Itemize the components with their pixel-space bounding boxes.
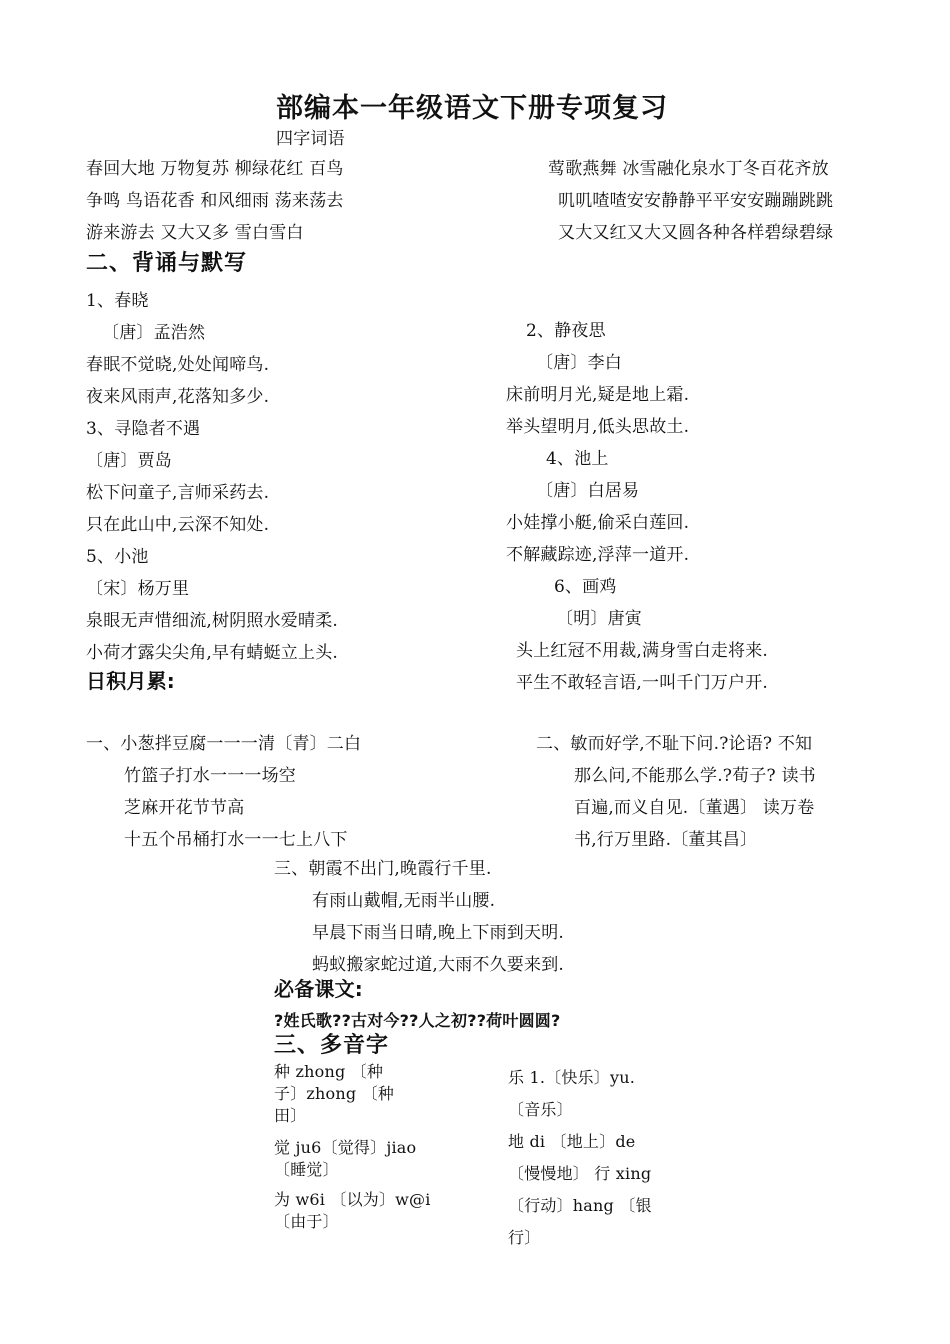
poem-author: 〔宋〕杨万里: [86, 579, 190, 599]
poem-author: 〔唐〕孟浩然: [102, 323, 206, 343]
poem-line: 小荷才露尖尖角,早有蜻蜓立上头.: [86, 643, 339, 663]
section-heading-four-char-words: 四字词语: [276, 129, 345, 149]
polyphonic-line: 〔行动〕hang 〔银: [508, 1196, 652, 1215]
poem-author: 〔唐〕白居易: [536, 481, 640, 501]
poem-author: 〔唐〕贾岛: [86, 451, 172, 471]
poem-line: 平生不敢轻言语,一叫千门万户开.: [516, 673, 769, 693]
poem-title: 6、画鸡: [554, 577, 617, 597]
polyphonic-line: 地 di 〔地上〕de: [508, 1132, 636, 1151]
poem-line: 春眠不觉晓,处处闻啼鸟.: [86, 355, 270, 375]
quote-line: 书,行万里路.〔董其昌〕: [574, 830, 758, 850]
polyphonic-line: 子〕zhong 〔种: [274, 1084, 395, 1103]
page-title: 部编本一年级语文下册专项复习: [276, 93, 668, 124]
polyphonic-line: 为 w6i 〔以为〕w@i: [274, 1190, 431, 1209]
poem-author: 〔明〕唐寅: [556, 609, 642, 629]
section-heading-polyphonic: 三、多音字: [274, 1033, 390, 1058]
poem-line: 松下问童子,言师采药去.: [86, 483, 270, 503]
word-line: 莺歌燕舞 冰雪融化泉水丁冬百花齐放: [548, 159, 829, 179]
poem-title: 3、寻隐者不遇: [86, 419, 201, 439]
weather-saying-line: 蚂蚁搬家蛇过道,大雨不久要来到.: [312, 955, 565, 975]
poem-author: 〔唐〕李白: [536, 353, 622, 373]
word-line: 又大又红又大又圆各种各样碧绿碧绿: [558, 223, 834, 243]
section-heading-accumulation: 日积月累:: [86, 669, 175, 693]
polyphonic-line: 〔由于〕: [274, 1212, 339, 1231]
poem-title: 2、静夜思: [526, 321, 606, 341]
saying-line: 一、小葱拌豆腐一一一清〔青〕二白: [86, 734, 362, 754]
saying-line: 芝麻开花节节高: [124, 798, 245, 818]
weather-saying-line: 三、朝霞不出门,晚霞行千里.: [274, 859, 492, 879]
poem-title: 1、春晓: [86, 291, 149, 311]
section-heading-recite: 二、背诵与默写: [86, 251, 248, 276]
poem-line: 夜来风雨声,花落知多少.: [86, 387, 270, 407]
poem-line: 不解藏踪迹,浮萍一道开.: [506, 545, 690, 565]
section-heading-required-texts: 必备课文:: [274, 977, 363, 1001]
polyphonic-line: 乐 1.〔快乐〕yu.: [508, 1068, 635, 1087]
poem-line: 小娃撑小艇,偷采白莲回.: [506, 513, 690, 533]
required-texts-list: ?姓氏歌??古对今??人之初??荷叶圆圆?: [274, 1011, 561, 1030]
polyphonic-line: 〔睡觉〕: [274, 1160, 339, 1179]
weather-saying-line: 早晨下雨当日晴,晚上下雨到天明.: [312, 923, 565, 943]
word-line: 叽叽喳喳安安静静平平安安蹦蹦跳跳: [558, 191, 834, 211]
polyphonic-line: 种 zhong 〔种: [274, 1062, 384, 1081]
weather-saying-line: 有雨山戴帽,无雨半山腰.: [312, 891, 496, 911]
poem-line: 泉眼无声惜细流,树阴照水爱晴柔.: [86, 611, 339, 631]
word-line: 争鸣 鸟语花香 和风细雨 荡来荡去: [86, 191, 344, 211]
poem-line: 举头望明月,低头思故土.: [506, 417, 690, 437]
polyphonic-line: 行〕: [508, 1228, 541, 1247]
saying-line: 竹篮子打水一一一场空: [124, 766, 296, 786]
polyphonic-line: 田〕: [274, 1106, 307, 1125]
poem-line: 只在此山中,云深不知处.: [86, 515, 270, 535]
poem-line: 头上红冠不用裁,满身雪白走将来.: [516, 641, 769, 661]
poem-title: 4、池上: [546, 449, 609, 469]
word-line: 春回大地 万物复苏 柳绿花红 百鸟: [86, 159, 344, 179]
quote-line: 那么问,不能那么学.?荀子? 读书: [574, 766, 816, 786]
poem-title: 5、小池: [86, 547, 149, 567]
polyphonic-line: 〔音乐〕: [508, 1100, 573, 1119]
quote-line: 百遍,而义自见.〔董遇〕 读万卷: [574, 798, 815, 818]
word-line: 游来游去 又大又多 雪白雪白: [86, 223, 304, 243]
quote-line: 二、敏而好学,不耻下问.?论语? 不知: [536, 734, 813, 754]
poem-line: 床前明月光,疑是地上霜.: [506, 385, 690, 405]
polyphonic-line: 觉 ju6〔觉得〕jiao: [274, 1138, 417, 1157]
polyphonic-line: 〔慢慢地〕 行 xing: [508, 1164, 652, 1183]
saying-line: 十五个吊桶打水一一七上八下: [124, 830, 348, 850]
